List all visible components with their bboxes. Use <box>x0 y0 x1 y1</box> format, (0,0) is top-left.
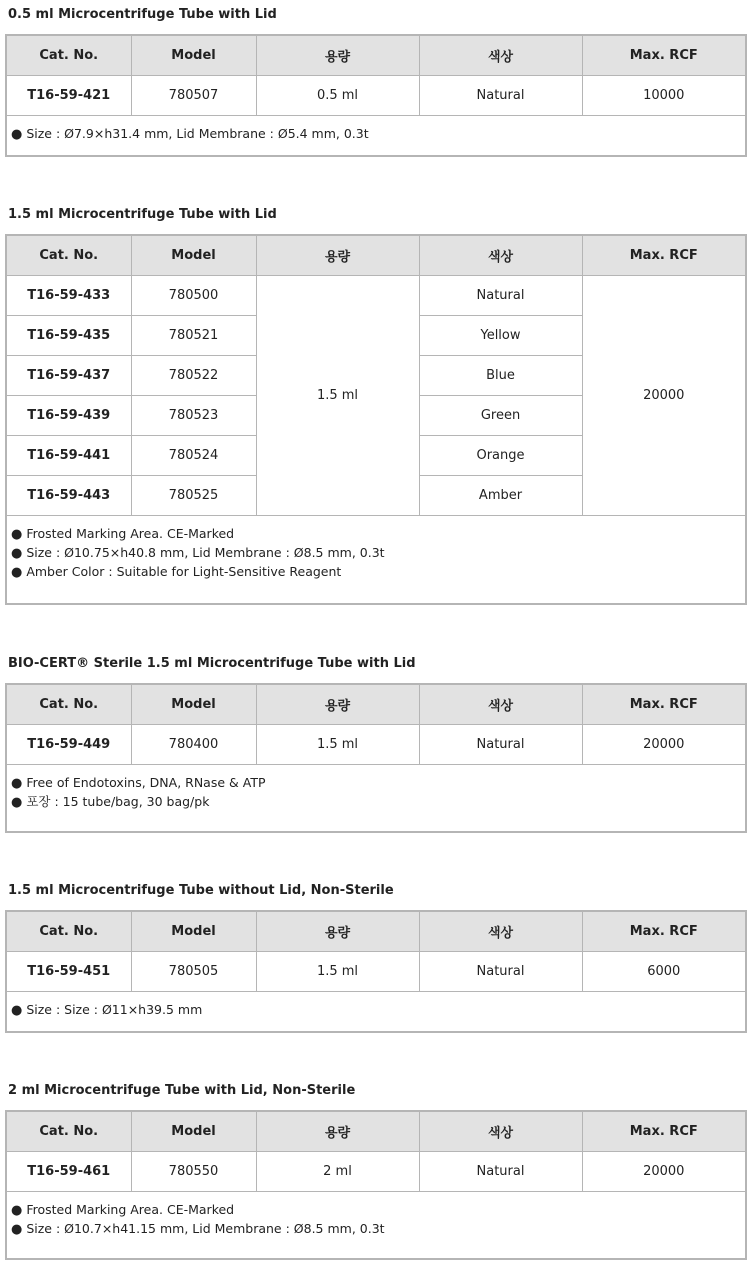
model-cell: 780524 <box>131 436 256 476</box>
cat-no-cell: T16-59-443 <box>6 476 131 516</box>
cat-no-cell: T16-59-421 <box>6 76 131 116</box>
notes-row <box>6 992 746 1033</box>
header-cat-no: Cat. No. <box>6 911 131 952</box>
notes-cell <box>6 116 746 157</box>
notes-cell <box>6 765 746 833</box>
bullet-icon: ● <box>11 565 23 580</box>
cat-no-cell: T16-59-441 <box>6 436 131 476</box>
notes-row <box>6 516 746 605</box>
bullet-icon: ● <box>11 527 23 542</box>
cat-no-cell: T16-59-433 <box>6 276 131 316</box>
bullet-icon: ● <box>11 1222 23 1237</box>
model-cell: 780522 <box>131 356 256 396</box>
model-cell: 780500 <box>131 276 256 316</box>
rcf-cell: 20000 <box>582 1152 746 1192</box>
notes-cell <box>6 992 746 1033</box>
cat-no-cell: T16-59-461 <box>6 1152 131 1192</box>
header-capacity: 용량 <box>256 1111 419 1152</box>
color-cell: Blue <box>419 356 582 396</box>
color-cell: Natural <box>419 76 582 116</box>
section-title: 2 ml Microcentrifuge Tube with Lid, Non-Sterile <box>8 1083 356 1098</box>
notes-row <box>6 1192 746 1260</box>
section-title: 0.5 ml Microcentrifuge Tube with Lid <box>8 7 277 22</box>
note-line: ● Frosted Marking Area. CE-Marked <box>11 526 235 542</box>
section-title: 1.5 ml Microcentrifuge Tube without Lid, Non-Sterile <box>8 883 394 898</box>
header-color: 색상 <box>419 235 582 276</box>
header-model: Model <box>131 235 256 276</box>
header-row <box>6 35 746 76</box>
bullet-icon: ● <box>11 546 23 561</box>
header-color: 색상 <box>419 684 582 725</box>
cat-no-cell: T16-59-437 <box>6 356 131 396</box>
header-cat-no: Cat. No. <box>6 35 131 76</box>
cat-no-cell: T16-59-451 <box>6 952 131 992</box>
section-title: 1.5 ml Microcentrifuge Tube with Lid <box>8 207 277 222</box>
header-color: 색상 <box>419 35 582 76</box>
notes-cell <box>6 516 746 605</box>
header-capacity: 용량 <box>256 684 419 725</box>
rcf-cell: 20000 <box>582 725 746 765</box>
header-cat-no: Cat. No. <box>6 235 131 276</box>
color-cell: Orange <box>419 436 582 476</box>
header-capacity: 용량 <box>256 235 419 276</box>
header-max-rcf: Max. RCF <box>582 1111 746 1152</box>
color-cell: Yellow <box>419 316 582 356</box>
table-row <box>6 1152 746 1192</box>
header-max-rcf: Max. RCF <box>582 35 746 76</box>
spec-table <box>5 234 747 605</box>
header-color: 색상 <box>419 1111 582 1152</box>
notes-row <box>6 116 746 157</box>
color-cell: Natural <box>419 276 582 316</box>
header-capacity: 용량 <box>256 35 419 76</box>
color-cell: Green <box>419 396 582 436</box>
header-max-rcf: Max. RCF <box>582 235 746 276</box>
color-cell: Natural <box>419 725 582 765</box>
note-line: ● Size : Size : Ø11×h39.5 mm <box>11 1002 203 1018</box>
note-line: ● 포장 : 15 tube/bag, 30 bag/pk <box>11 794 210 810</box>
spec-table <box>5 34 747 157</box>
table-row <box>6 725 746 765</box>
header-model: Model <box>131 911 256 952</box>
note-line: ● Size : Ø10.75×h40.8 mm, Lid Membrane : Ø8.5 mm, 0.3t <box>11 545 385 561</box>
bullet-icon: ● <box>11 1003 23 1018</box>
header-row <box>6 235 746 276</box>
notes-row <box>6 765 746 833</box>
header-capacity: 용량 <box>256 911 419 952</box>
model-cell: 780507 <box>131 76 256 116</box>
cat-no-cell: T16-59-439 <box>6 396 131 436</box>
color-cell: Natural <box>419 952 582 992</box>
header-cat-no: Cat. No. <box>6 684 131 725</box>
cat-no-cell: T16-59-435 <box>6 316 131 356</box>
model-cell: 780400 <box>131 725 256 765</box>
color-cell: Natural <box>419 1152 582 1192</box>
header-model: Model <box>131 1111 256 1152</box>
note-line: ● Size : Ø10.7×h41.15 mm, Lid Membrane : Ø8.5 mm, 0.3t <box>11 1221 385 1237</box>
model-cell: 780505 <box>131 952 256 992</box>
capacity-cell: 1.5 ml <box>256 952 419 992</box>
model-cell: 780550 <box>131 1152 256 1192</box>
spec-table <box>5 1110 747 1260</box>
rcf-cell: 20000 <box>582 276 746 516</box>
section-title: BIO-CERT® Sterile 1.5 ml Microcentrifuge Tube with Lid <box>8 656 416 671</box>
bullet-icon: ● <box>11 795 23 810</box>
bullet-icon: ● <box>11 1203 23 1218</box>
header-model: Model <box>131 35 256 76</box>
capacity-cell: 1.5 ml <box>256 725 419 765</box>
table-row <box>6 276 746 316</box>
model-cell: 780523 <box>131 396 256 436</box>
capacity-cell: 1.5 ml <box>256 276 419 516</box>
model-cell: 780525 <box>131 476 256 516</box>
bullet-icon: ● <box>11 776 23 791</box>
note-line: ● Frosted Marking Area. CE-Marked <box>11 1202 235 1218</box>
header-row <box>6 684 746 725</box>
color-cell: Amber <box>419 476 582 516</box>
bullet-icon: ● <box>11 127 23 142</box>
note-line: ● Amber Color : Suitable for Light-Sensitive Reagent <box>11 564 342 580</box>
table-row <box>6 952 746 992</box>
note-line: ● Free of Endotoxins, DNA, RNase & ATP <box>11 775 266 791</box>
table-row <box>6 76 746 116</box>
model-cell: 780521 <box>131 316 256 356</box>
capacity-cell: 0.5 ml <box>256 76 419 116</box>
header-row <box>6 1111 746 1152</box>
capacity-cell: 2 ml <box>256 1152 419 1192</box>
rcf-cell: 10000 <box>582 76 746 116</box>
spec-table <box>5 910 747 1033</box>
cat-no-cell: T16-59-449 <box>6 725 131 765</box>
rcf-cell: 6000 <box>582 952 746 992</box>
header-max-rcf: Max. RCF <box>582 911 746 952</box>
spec-table <box>5 683 747 833</box>
header-max-rcf: Max. RCF <box>582 684 746 725</box>
note-line: ● Size : Ø7.9×h31.4 mm, Lid Membrane : Ø5.4 mm, 0.3t <box>11 126 369 142</box>
header-model: Model <box>131 684 256 725</box>
notes-cell <box>6 1192 746 1260</box>
header-color: 색상 <box>419 911 582 952</box>
header-row <box>6 911 746 952</box>
header-cat-no: Cat. No. <box>6 1111 131 1152</box>
